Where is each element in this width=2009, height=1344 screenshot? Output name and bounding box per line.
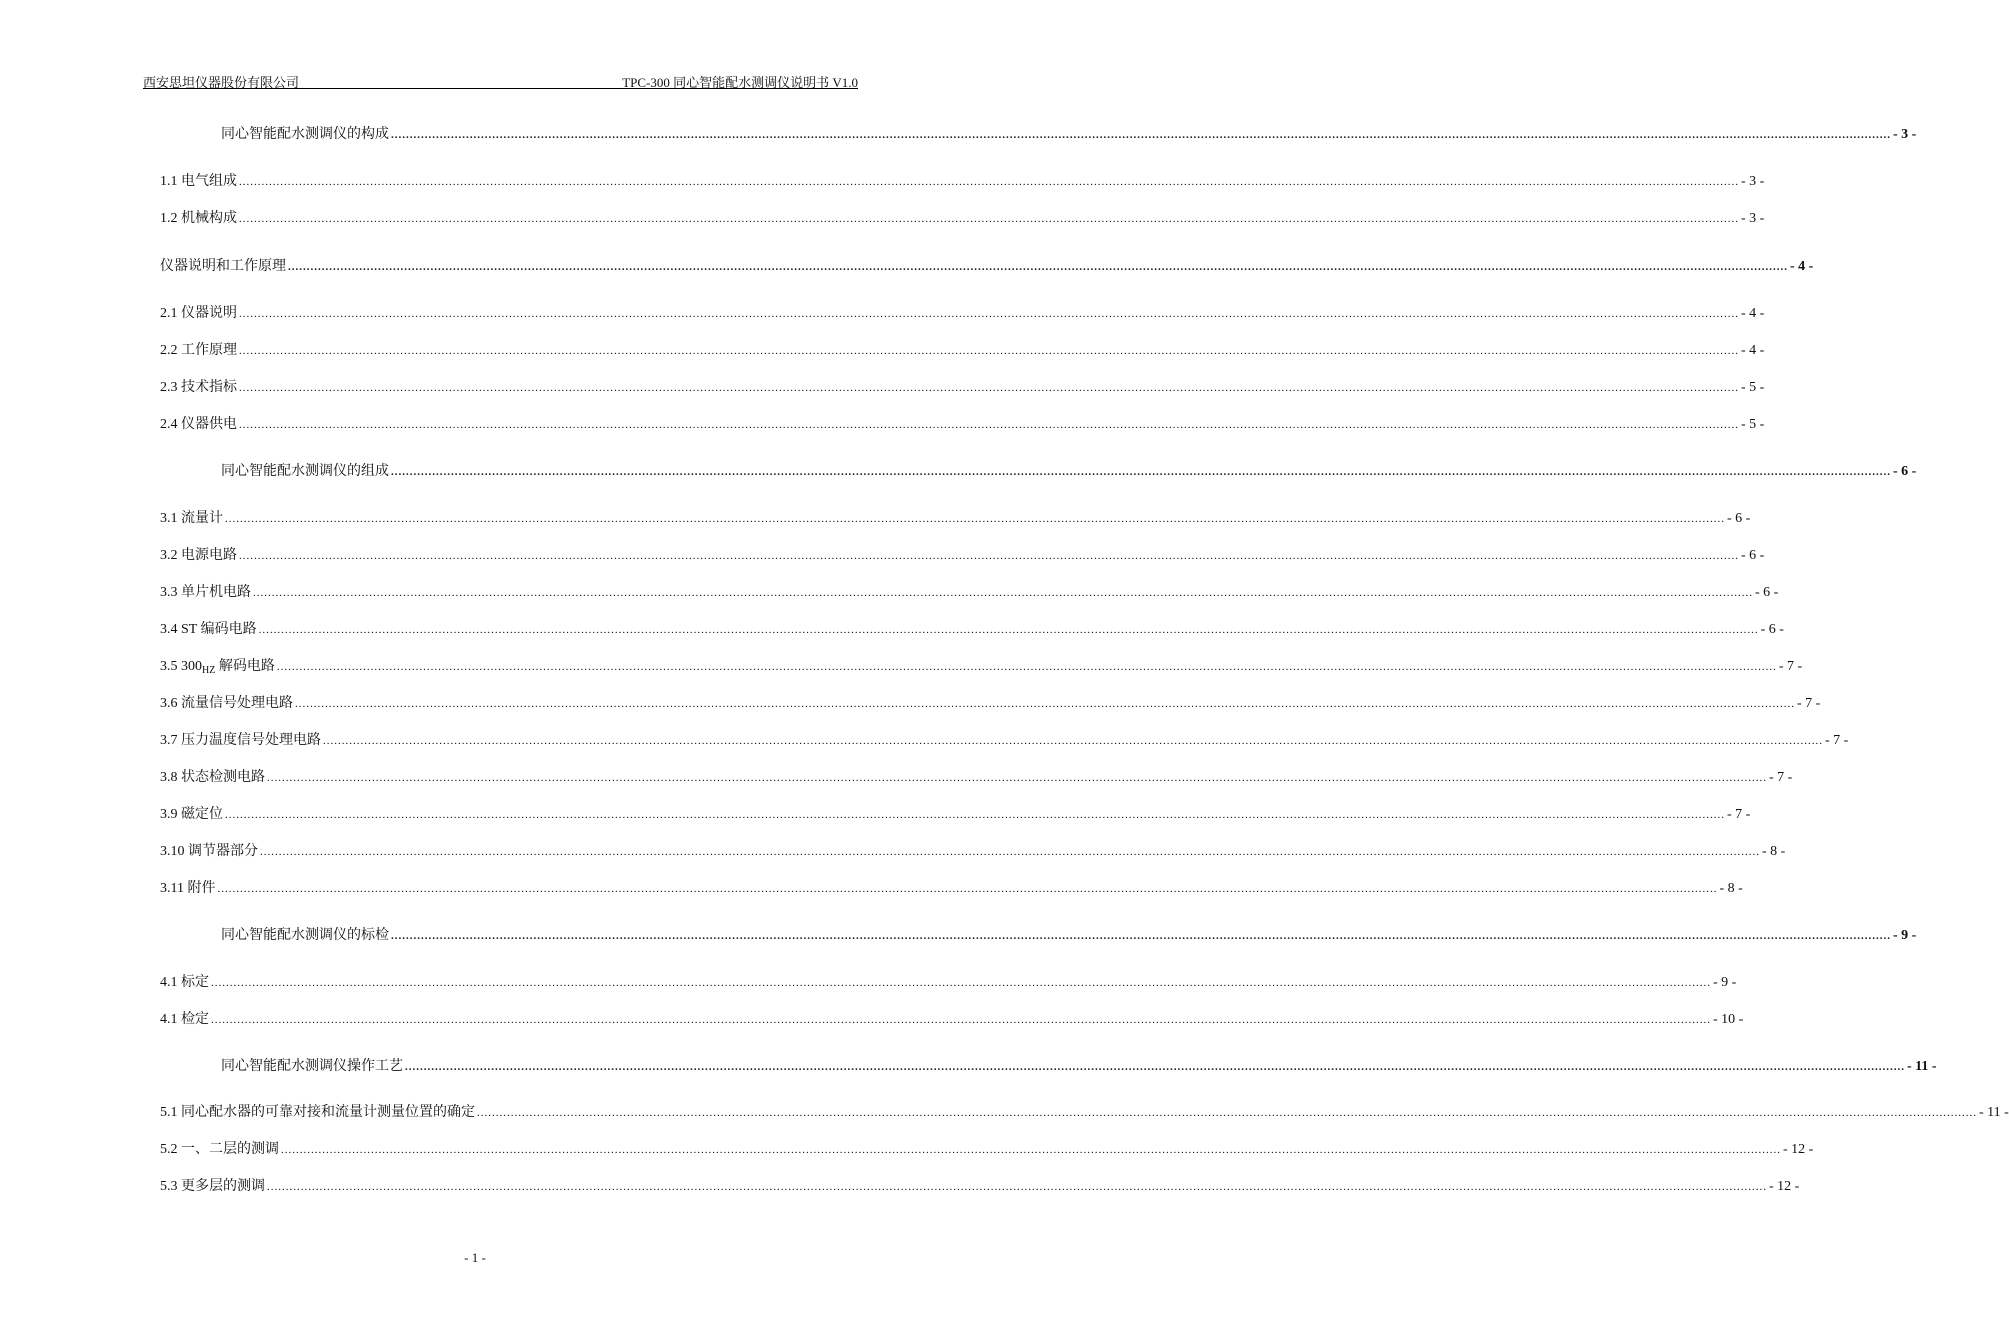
toc-leader-dots: ................................................................................................................................................................................................................................................................................................................................................................................................................ — [281, 1144, 1781, 1156]
toc-leader-dots: ................................................................................................................................................................................................................................................................................................................................................................................................................ — [239, 345, 1739, 357]
toc-entry-page: - 10 - — [1713, 1012, 1744, 1027]
toc-leader-dots: ................................................................................................................................................................................................................................................................................................................................................................................................................ — [260, 846, 1760, 858]
toc-leader-dots: ................................................................................................................................................................................................................................................................................................................................................................................................................ — [405, 1061, 1905, 1073]
toc-entry-label: 1.2 机械构成 — [160, 211, 237, 226]
toc-leader-dots: ................................................................................................................................................................................................................................................................................................................................................................................................................ — [288, 261, 1788, 273]
toc-section-entry[interactable] — [160, 658, 1803, 676]
toc-entry-page: - 7 - — [1727, 807, 1751, 822]
toc-entry-label: 2.1 仪器说明 — [160, 306, 237, 321]
toc-leader-dots: ................................................................................................................................................................................................................................................................................................................................................................................................................ — [258, 624, 1759, 636]
toc-entry-page: - 5 - — [1741, 417, 1765, 432]
toc-leader-dots: ................................................................................................................................................................................................................................................................................................................................................................................................................ — [391, 930, 1891, 942]
toc-entry-page: - 8 - — [1762, 844, 1786, 859]
toc-leader-dots: ................................................................................................................................................................................................................................................................................................................................................................................................................ — [211, 977, 1711, 989]
toc-entry-label: 3.8 状态检测电路 — [160, 770, 265, 785]
toc-leader-dots: ................................................................................................................................................................................................................................................................................................................................................................................................................ — [239, 419, 1739, 431]
toc-entry-label: 5.3 更多层的测调 — [160, 1179, 265, 1194]
toc-entry-page: - 7 - — [1778, 659, 1803, 674]
toc-section-entry[interactable] — [160, 769, 1793, 787]
toc-entry-page: - 6 - — [1893, 464, 1917, 479]
toc-entry-label: 3.7 压力温度信号处理电路 — [160, 733, 321, 748]
toc-leader-dots: ................................................................................................................................................................................................................................................................................................................................................................................................................ — [239, 308, 1739, 320]
toc-section-entry[interactable] — [160, 621, 1784, 639]
toc-section-entry[interactable] — [160, 1141, 1814, 1159]
toc-leader-dots: ................................................................................................................................................................................................................................................................................................................................................................................................................ — [239, 382, 1739, 394]
toc-entry-page: - 12 - — [1769, 1179, 1800, 1194]
toc-entry-page: - 8 - — [1719, 881, 1743, 896]
toc-section-entry[interactable] — [160, 1011, 1744, 1029]
toc-section-entry[interactable] — [160, 1178, 1800, 1196]
header-doc-title: TPC-300 同心智能配水测调仪说明书 V1.0 — [622, 75, 858, 90]
toc-leader-dots: ................................................................................................................................................................................................................................................................................................................................................................................................................ — [225, 513, 1725, 525]
toc-entry-label: 4.1 标定 — [160, 975, 209, 990]
toc-leader-dots: ................................................................................................................................................................................................................................................................................................................................................................................................................ — [391, 466, 1891, 478]
toc-entry-label: 5.1 同心配水器的可靠对接和流量计测量位置的确定 — [160, 1105, 475, 1120]
toc-section-entry[interactable] — [160, 547, 1765, 565]
toc-leader-dots: ................................................................................................................................................................................................................................................................................................................................................................................................................ — [239, 550, 1739, 562]
toc-leader-dots: ................................................................................................................................................................................................................................................................................................................................................................................................................ — [295, 698, 1795, 710]
toc-entry-page: - 4 - — [1741, 306, 1765, 321]
toc-section-entry[interactable] — [160, 1104, 2009, 1122]
toc-entry-label: 3.6 流量信号处理电路 — [160, 696, 293, 711]
toc-leader-dots: ................................................................................................................................................................................................................................................................................................................................................................................................................ — [477, 1107, 1977, 1119]
toc-entry-page: - 4 - — [1790, 259, 1814, 274]
toc-entry-page: - 7 - — [1825, 733, 1849, 748]
toc-section-entry[interactable] — [160, 695, 1821, 713]
toc-section-entry[interactable] — [160, 379, 1765, 397]
toc-leader-dots: ................................................................................................................................................................................................................................................................................................................................................................................................................ — [225, 809, 1725, 821]
toc-leader-dots: ................................................................................................................................................................................................................................................................................................................................................................................................................ — [253, 587, 1753, 599]
toc-entry-page: - 11 - — [1907, 1059, 1937, 1074]
toc-entry-label: 同心智能配水测调仪的组成 — [221, 464, 389, 479]
toc-leader-dots: ................................................................................................................................................................................................................................................................................................................................................................................................................ — [267, 1181, 1767, 1193]
toc-entry-label: 同心智能配水测调仪的构成 — [221, 127, 389, 142]
toc-entry-page: - 9 - — [1713, 975, 1737, 990]
toc-entry-label: 2.3 技术指标 — [160, 380, 237, 395]
toc-section-entry[interactable] — [160, 974, 1737, 992]
toc-entry-label: 同心智能配水测调仪操作工艺 — [221, 1059, 403, 1074]
toc-section-entry[interactable] — [160, 510, 1751, 528]
toc-entry-page: - 3 - — [1893, 127, 1917, 142]
toc-section-entry[interactable] — [160, 880, 1743, 898]
toc-section-entry[interactable] — [160, 584, 1779, 602]
toc-entry-page: - 9 - — [1893, 928, 1917, 943]
toc-section-entry[interactable] — [160, 305, 1765, 323]
toc-section-entry[interactable] — [160, 173, 1765, 191]
toc-leader-dots: ................................................................................................................................................................................................................................................................................................................................................................................................................ — [211, 1014, 1711, 1026]
toc-entry-label: 3.10 调节器部分 — [160, 844, 258, 859]
toc-leader-dots: ................................................................................................................................................................................................................................................................................................................................................................................................................ — [276, 661, 1777, 673]
toc-leader-dots: ................................................................................................................................................................................................................................................................................................................................................................................................................ — [391, 129, 1891, 141]
toc-entry-page: - 11 - — [1979, 1105, 2009, 1120]
toc-chapter-entry[interactable] — [160, 1058, 1937, 1076]
toc-entry-label: 3.1 流量计 — [160, 511, 223, 526]
toc-chapter-entry[interactable] — [160, 126, 1917, 144]
toc-entry-page: - 7 - — [1769, 770, 1793, 785]
toc-leader-dots: ................................................................................................................................................................................................................................................................................................................................................................................................................ — [323, 735, 1823, 747]
toc-entry-page: - 6 - — [1741, 548, 1765, 563]
toc-section-entry[interactable] — [160, 416, 1765, 434]
toc-entry-page: - 6 - — [1727, 511, 1751, 526]
toc-leader-dots: ................................................................................................................................................................................................................................................................................................................................................................................................................ — [239, 213, 1739, 225]
toc-entry-label: 3.11 附件 — [160, 881, 216, 896]
toc-entry-label: 2.4 仪器供电 — [160, 417, 237, 432]
toc-entry-label: 同心智能配水测调仪的标检 — [221, 928, 389, 943]
toc-entry-page: - 3 - — [1741, 174, 1765, 189]
toc-leader-dots: ................................................................................................................................................................................................................................................................................................................................................................................................................ — [267, 772, 1767, 784]
toc-section-entry[interactable] — [160, 210, 1765, 228]
toc-entry-label: 3.2 电源电路 — [160, 548, 237, 563]
toc-section-entry[interactable] — [160, 806, 1751, 824]
page-number: - 1 - — [464, 1250, 486, 1265]
toc-entry-label: 3.9 磁定位 — [160, 807, 223, 822]
toc-section-entry[interactable] — [160, 843, 1786, 861]
toc-entry-label: 3.4 ST 编码电路 — [160, 622, 257, 637]
toc-entry-page: - 6 - — [1760, 622, 1784, 637]
toc-entry-page: - 6 - — [1755, 585, 1779, 600]
toc-entry-label: 2.2 工作原理 — [160, 343, 237, 358]
toc-chapter-entry[interactable] — [160, 258, 1814, 276]
toc-entry-label: 3.5 $300_{HZ}$ 解码电路 — [160, 659, 275, 676]
toc-leader-dots: ................................................................................................................................................................................................................................................................................................................................................................................................................ — [217, 883, 1718, 895]
toc-entry-page: - 12 - — [1783, 1142, 1814, 1157]
toc-entry-page: - 5 - — [1741, 380, 1765, 395]
header-company: 西安思坦仪器股份有限公司 — [143, 75, 300, 90]
toc-entry-label: 5.2 一、二层的测调 — [160, 1142, 279, 1157]
toc-entry-label: 3.3 单片机电路 — [160, 585, 251, 600]
toc-entry-page: - 7 - — [1797, 696, 1821, 711]
page-header — [143, 72, 858, 89]
toc-entry-page: - 3 - — [1741, 211, 1765, 226]
toc-entry-label: 仪器说明和工作原理 — [160, 259, 286, 274]
toc-chapter-entry[interactable] — [160, 927, 1917, 945]
toc-entry-label: 1.1 电气组成 — [160, 174, 237, 189]
toc-section-entry[interactable] — [160, 342, 1765, 360]
toc-leader-dots: ................................................................................................................................................................................................................................................................................................................................................................................................................ — [239, 176, 1739, 188]
toc-section-entry[interactable] — [160, 732, 1849, 750]
toc-chapter-entry[interactable] — [160, 463, 1917, 481]
toc-entry-label: 4.1 检定 — [160, 1012, 209, 1027]
toc-entry-page: - 4 - — [1741, 343, 1765, 358]
